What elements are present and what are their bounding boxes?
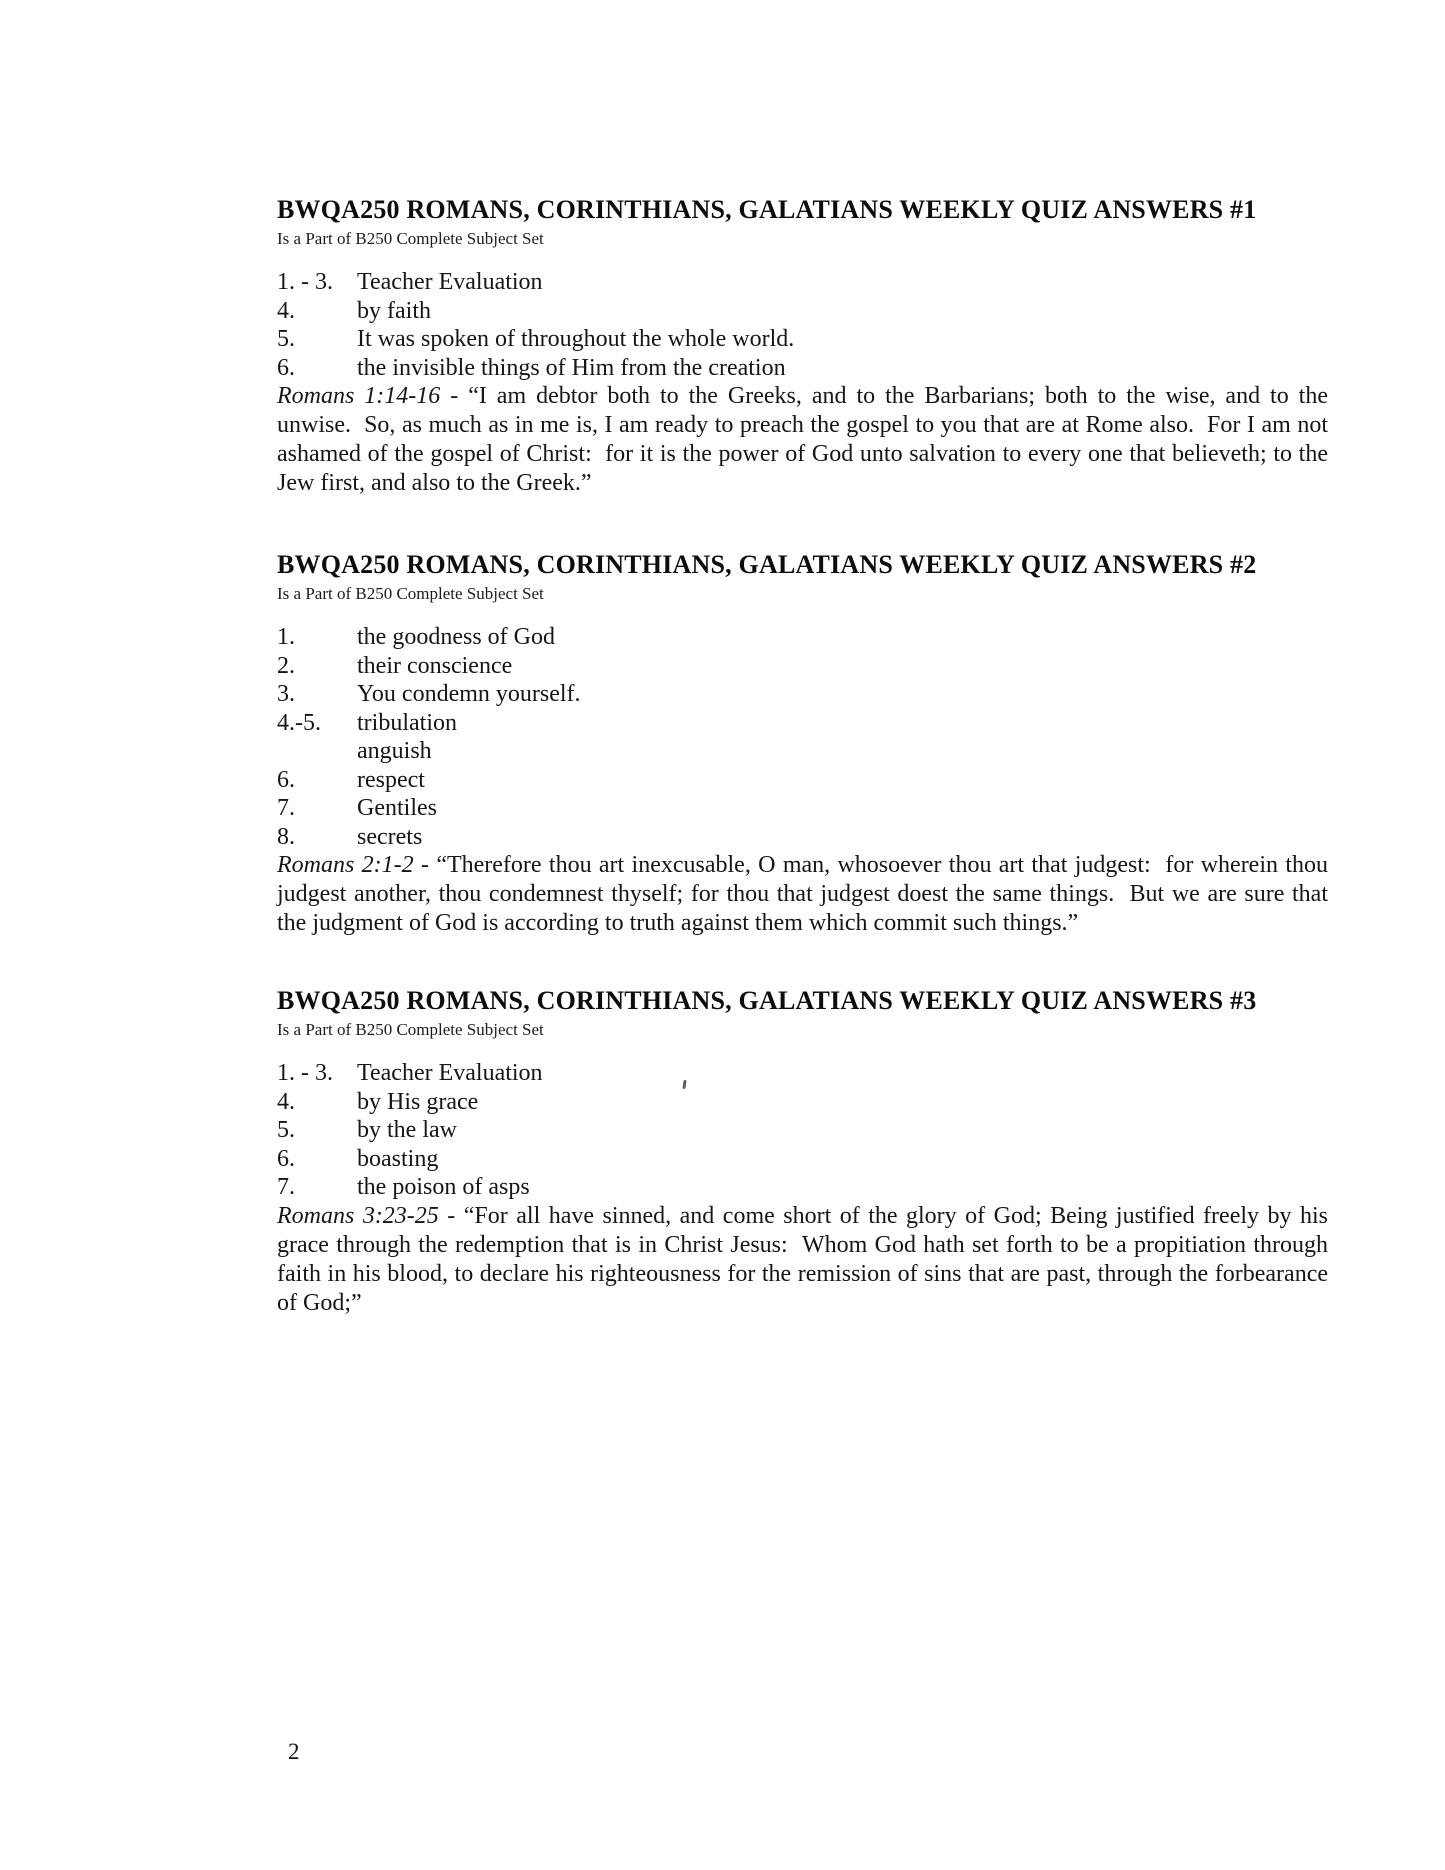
answer-number: 8. bbox=[277, 823, 295, 850]
answer-text: You condemn yourself. bbox=[357, 681, 581, 707]
section-subtitle: Is a Part of B250 Complete Subject Set bbox=[277, 1020, 544, 1039]
answer-item-continuation bbox=[277, 737, 1328, 766]
answer-number: 1. - 3. bbox=[277, 1060, 333, 1086]
answer-text: tribulation bbox=[357, 709, 457, 736]
quiz-section-1 bbox=[277, 194, 1328, 498]
answer-text: It was spoken of throughout the whole world. bbox=[357, 326, 795, 352]
answer-text: Gentiles bbox=[357, 795, 437, 821]
answer-item bbox=[277, 1088, 1328, 1117]
answer-number: 4.-5. bbox=[277, 709, 321, 736]
answer-item bbox=[277, 794, 1328, 823]
section-title: BWQA250 ROMANS, CORINTHIANS, GALATIANS WEEKLY QUIZ ANSWERS #1 bbox=[277, 195, 1257, 224]
answer-text: by His grace bbox=[357, 1088, 479, 1115]
answer-text: respect bbox=[357, 766, 425, 793]
answer-text: the invisible things of Him from the creation bbox=[357, 354, 786, 381]
answer-number: 1. - 3. bbox=[277, 269, 333, 295]
answer-text: the goodness of God bbox=[357, 624, 555, 650]
answer-text: Teacher Evaluation bbox=[357, 1060, 543, 1086]
answer-number: 6. bbox=[277, 354, 295, 381]
answer-item bbox=[277, 354, 1328, 383]
answer-list bbox=[277, 623, 1328, 851]
answer-item bbox=[277, 1173, 1328, 1202]
answer-number: 6. bbox=[277, 1145, 295, 1172]
answer-item bbox=[277, 1116, 1328, 1145]
answer-number: 5. bbox=[277, 1117, 295, 1143]
answer-text: secrets bbox=[357, 823, 423, 850]
answer-text: Teacher Evaluation bbox=[357, 269, 543, 295]
answer-text: anguish bbox=[357, 738, 432, 764]
verse-reference: Romans 1:14-16 bbox=[277, 383, 441, 409]
verse-text: - “I am debtor both to the Greeks, and to the Barbarians; both to the wise, and to the unwise. So, as much as in me is, I am ready to preach the gospel to you that are at Rome also. For I am not ashamed of the gospel of Christ: for it is the power of God unto salvation to every one that believeth; to the Jew first, and also to the Greek.” bbox=[277, 383, 1328, 496]
answer-text: by faith bbox=[357, 297, 431, 324]
section-title: BWQA250 ROMANS, CORINTHIANS, GALATIANS WEEKLY QUIZ ANSWERS #2 bbox=[277, 550, 1257, 579]
verse-paragraph bbox=[277, 1202, 1328, 1318]
verse-paragraph bbox=[277, 851, 1328, 938]
verse-reference: Romans 3:23-25 bbox=[277, 1202, 439, 1229]
section-title: BWQA250 ROMANS, CORINTHIANS, GALATIANS WEEKLY QUIZ ANSWERS #3 bbox=[277, 986, 1257, 1015]
page-content bbox=[277, 0, 1328, 1318]
answer-item bbox=[277, 680, 1328, 709]
answer-item bbox=[277, 1059, 1328, 1088]
answer-item bbox=[277, 823, 1328, 852]
answer-number: 7. bbox=[277, 795, 295, 821]
answer-number: 4. bbox=[277, 1088, 295, 1115]
quiz-section-3 bbox=[277, 985, 1328, 1318]
answer-number: 5. bbox=[277, 326, 295, 352]
answer-number: 4. bbox=[277, 297, 295, 324]
answer-text: by the law bbox=[357, 1117, 457, 1143]
answer-item bbox=[277, 709, 1328, 738]
answer-number: 1. bbox=[277, 624, 295, 650]
answer-number: 2. bbox=[277, 652, 295, 679]
answer-item bbox=[277, 268, 1328, 297]
answer-item bbox=[277, 297, 1328, 326]
section-subtitle: Is a Part of B250 Complete Subject Set bbox=[277, 584, 544, 603]
answer-text: their conscience bbox=[357, 652, 513, 679]
answer-item bbox=[277, 652, 1328, 681]
answer-number: 3. bbox=[277, 681, 295, 707]
answer-number: 6. bbox=[277, 766, 295, 793]
section-subtitle: Is a Part of B250 Complete Subject Set bbox=[277, 229, 544, 248]
answer-item bbox=[277, 623, 1328, 652]
answer-item bbox=[277, 766, 1328, 795]
answer-number bbox=[277, 737, 357, 766]
answer-item bbox=[277, 325, 1328, 354]
verse-reference: Romans 2:1-2 bbox=[277, 852, 414, 878]
quiz-section-2 bbox=[277, 549, 1328, 938]
verse-text: - “Therefore thou art inexcusable, O man, whosoever thou art that judgest: for wherein thou judgest another, thou condemnest thyself; for thou that judgest doest the same things. But we are sure that the judgment of God is according to truth against them which commit such things.” bbox=[277, 852, 1329, 936]
answer-text: the poison of asps bbox=[357, 1174, 530, 1200]
verse-text: - “For all have sinned, and come short of the glory of God; Being justified freely by his grace through the redemption that is in Christ Jesus: Whom God hath set forth to be a propitiation through faith in his blood, to declare his righteousness for the remission of sins that are past, through the forbearance of God;” bbox=[277, 1202, 1328, 1316]
answer-text: boasting bbox=[357, 1145, 439, 1172]
verse-paragraph bbox=[277, 382, 1328, 498]
answer-list bbox=[277, 1059, 1328, 1202]
page-number: 2 bbox=[288, 1739, 300, 1764]
answer-list bbox=[277, 268, 1328, 382]
answer-number: 7. bbox=[277, 1174, 295, 1200]
answer-item bbox=[277, 1145, 1328, 1174]
